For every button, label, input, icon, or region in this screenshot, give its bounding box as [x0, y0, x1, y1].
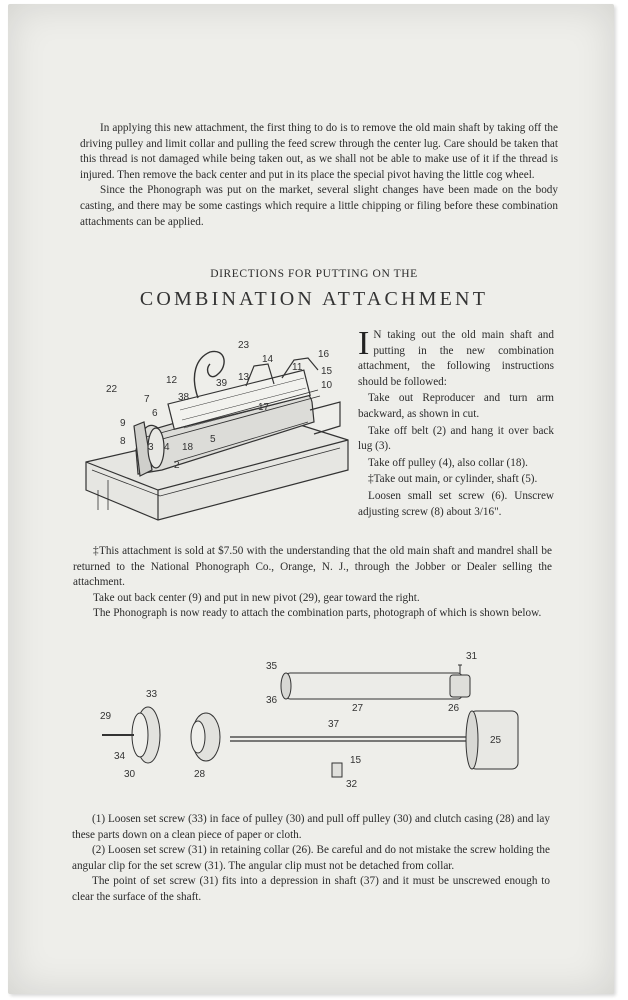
- fig2-label-28: 28: [194, 769, 206, 780]
- section-heading: COMBINATION ATTACHMENT: [139, 288, 489, 310]
- fig2-label-35: 35: [266, 661, 278, 672]
- dropcap-letter: I: [358, 325, 370, 362]
- fig1-label-9: 9: [120, 418, 126, 429]
- fig2-label-32: 32: [346, 779, 358, 790]
- section-subheading: DIRECTIONS FOR PUTTING ON THE: [210, 268, 418, 280]
- fig1-label-7: 7: [144, 394, 150, 405]
- fig2-label-15: 15: [350, 755, 362, 766]
- instruction-4: ‡Take out main, or cylinder, shaft (5).: [368, 473, 538, 486]
- fig2-label-27: 27: [352, 703, 364, 714]
- fig2-label-37: 37: [328, 719, 340, 730]
- fig1-label-11: 11: [292, 362, 303, 373]
- fig2-label-33: 33: [146, 689, 158, 700]
- intro-paragraph-2: Since the Phonograph was put on the market, several slight changes have been made on the body casting, and there may be some castings which require a little chipping or filing before these combination attachments can be applied.: [80, 184, 558, 228]
- fig1-label-8: 8: [120, 436, 126, 447]
- fig1-label-17: 17: [258, 402, 270, 413]
- fig2-label-36: 36: [266, 695, 278, 706]
- fig1-label-13: 13: [238, 372, 250, 383]
- fig1-label-39: 39: [216, 378, 228, 389]
- fig2-label-29: 29: [100, 711, 112, 722]
- fig1-label-12: 12: [166, 375, 178, 386]
- intro-paragraph-1: In applying this new attachment, the first thing to do is to remove the old main shaft by taking off the driving pulley and limit collar and pulling the feed screw through the center lug. Care should be taken that this thread is not damaged while being taken out, as we shall not be able to make use of it if the thread is injured. Then remove the back center and put in its place the special pivot having the little cog wheel.: [80, 122, 558, 181]
- footnote-and-steps: [73, 544, 552, 622]
- fig1-label-5: 5: [210, 434, 216, 445]
- middle-paragraph-1: Take out back center (9) and put in new pivot (29), gear toward the right.: [93, 591, 420, 604]
- footnote: ‡This attachment is sold at $7.50 with the understanding that the old main shaft and mandrel shall be returned to the National Phonograph Co., Orange, N. J., through the Jobber or Dealer selling the attachment.: [73, 545, 552, 589]
- fig1-label-6: 6: [152, 408, 158, 419]
- fig2-label-31: 31: [466, 651, 478, 662]
- bottom-paragraph-2: (2) Loosen set screw (31) in retaining collar (26). Be careful and do not mistake the screw holding the angular clip for the set screw (31). The angular clip must not be detached from collar.: [72, 844, 550, 872]
- fig2-label-25: 25: [490, 735, 502, 746]
- bottom-paragraph-3: The point of set screw (31) fits into a depression in shaft (37) and it must be unscrewed enough to clear the surface of the shaft.: [72, 875, 550, 903]
- fig1-label-38: 38: [178, 392, 190, 403]
- fig1-label-18: 18: [182, 442, 194, 453]
- first-instruction: I N taking out the old main shaft and putting in the new combination attachment, the following instructions should be followed:: [358, 325, 554, 388]
- fig1-label-15: 15: [321, 366, 333, 377]
- fig1-label-3: 3: [148, 442, 154, 453]
- instruction-5: Loosen small set screw (6). Unscrew adjusting screw (8) about 3/16".: [358, 489, 554, 518]
- middle-paragraph-2: The Phonograph is now ready to attach the combination parts, photograph of which is shown below.: [93, 607, 542, 620]
- fig1-label-23: 23: [238, 340, 250, 351]
- combination-parts-illustration: [90, 645, 530, 795]
- fig1-label-2: 2: [174, 460, 180, 471]
- fig2-label-26: 26: [448, 703, 460, 714]
- fig1-label-16: 16: [318, 349, 330, 360]
- fig1-label-4: 4: [164, 442, 170, 453]
- instruction-3: Take off pulley (4), also collar (18).: [368, 456, 528, 469]
- fig1-label-10: 10: [321, 380, 333, 391]
- bottom-paragraph-1: (1) Loosen set screw (33) in face of pulley (30) and pull off pulley (30) and clutch casing (28) and lay these parts down on a clean piece of paper or cloth.: [72, 813, 550, 841]
- phonograph-mechanism-illustration: [78, 330, 356, 530]
- fig1-label-22: 22: [106, 384, 118, 395]
- instruction-1: Take out Reproducer and turn arm backward, as shown in cut.: [358, 392, 554, 420]
- fig2-label-34: 34: [114, 751, 126, 762]
- bottom-text: [72, 812, 550, 906]
- intro-text: [80, 121, 558, 230]
- instruction-2: Take off belt (2) and hang it over back lug (3).: [358, 424, 554, 453]
- instructions-column: [358, 325, 554, 521]
- fig1-label-14: 14: [262, 354, 274, 365]
- fig2-label-30: 30: [124, 769, 136, 780]
